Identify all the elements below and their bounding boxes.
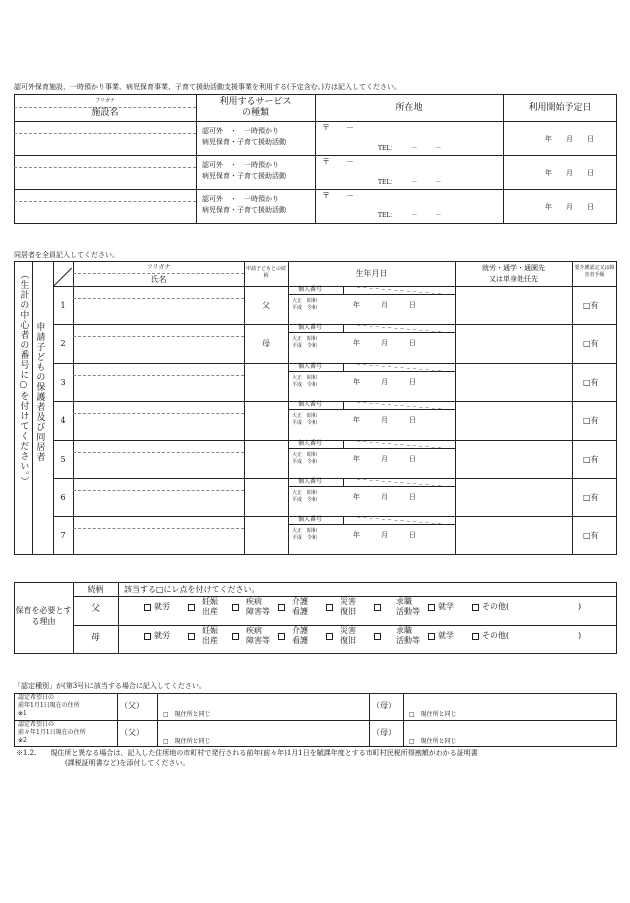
birth-ymd: 年 月 日 [353,531,416,540]
reason-option-sick1: 疾病 [246,626,262,635]
reason-relation: 父 [90,604,100,614]
kojin-bangou-label: 個人番号 [298,439,323,447]
relation-header: 続柄 [87,585,104,594]
relation-header: 申請子どもとの続柄 [245,266,286,279]
mother-label: （母） [372,728,396,737]
reason-option-preg1: 妊娠 [202,626,218,635]
addr1-label-2: 前年1月1日現在の住所 [18,702,80,709]
era-label: 大正 昭和 [292,298,318,304]
reason-checkbox[interactable] [232,633,239,640]
row-number: 4 [60,416,66,426]
kojin-bangou-label: 個人番号 [298,478,323,485]
kojin-bangou-label: 個人番号 [298,516,323,524]
postal-code: 〒 － [322,123,354,132]
disability-checkbox[interactable]: □有 [583,454,599,464]
row-number: 3 [60,377,66,387]
kojin-bangou-label: 個人番号 [298,324,323,332]
other-close-paren: ) [578,631,582,640]
footnote-2: (課税証明書など)を添付してください。 [65,759,190,767]
date-field: 年 月 日 [545,203,594,211]
father-label: （父） [120,701,144,710]
reason-option-care2: 看護 [292,607,308,616]
same-address-checkbox[interactable]: □ 現住所と同じ [163,711,211,718]
tel-field: TEL： － － [378,212,442,219]
row-number: 7 [60,531,66,541]
reason-relation: 母 [90,633,100,643]
reason-checkbox[interactable] [326,633,333,640]
service-option-2: 病児保育・子育て援助活動 [202,138,286,146]
disability-checkbox[interactable]: □有 [583,301,599,310]
reason-option-job1: 求職 [396,626,412,635]
disability-header: 要介護認定又は障害者手帳 [574,265,615,278]
birth-ymd: 年 月 日 [353,339,416,348]
reason-option-sick1: 疾病 [246,597,262,606]
reason-instruction: 該当する□にレ点を付けてください。 [124,585,260,594]
service-option: 認可外 ・ 一時預かり [202,127,279,135]
relation-value: 母 [262,339,270,349]
date-field: 年 月 日 [545,169,594,177]
era-label: 大正 昭和 [292,451,318,458]
service-option-2: 病児保育・子育て援助活動 [202,206,286,214]
reason-option-dis2: 復旧 [340,607,356,616]
reason-option-preg2: 出産 [202,607,218,616]
era-label: 大正 昭和 [292,374,318,381]
reason-checkbox[interactable] [472,604,479,611]
tel-field: TEL： － － [378,145,442,152]
reason-checkbox[interactable] [428,633,435,640]
disability-checkbox[interactable]: □有 [583,416,599,426]
postal-code: 〒 － [322,191,354,200]
row-number: 2 [60,339,66,349]
same-address-checkbox[interactable]: □ 現住所と同じ [163,738,211,745]
reason-checkbox[interactable] [188,633,195,640]
service-option-2: 病児保育・子育て援助活動 [202,172,286,180]
reason-option-care1: 介護 [292,597,308,606]
other-close-paren: ) [578,602,582,611]
section4-heading: 「認定種別」が(第3号)に該当する場合に記入してください。 [14,682,206,690]
era-label-2: 平成 令和 [292,497,318,503]
reason-option-dis1: 災害 [340,626,356,635]
reason-option-job2: 活動等 [396,607,420,616]
reason-option-care2: 看護 [292,636,308,645]
kojin-bangou-label: 個人番号 [298,362,323,370]
mother-label: （母） [372,701,396,710]
relation-value: 父 [262,301,270,310]
reason-option-preg1: 妊娠 [202,597,218,606]
same-address-checkbox[interactable]: □ 現住所と同じ [409,738,457,745]
reason-option-job1: 求職 [396,597,412,606]
era-label-2: 平成 令和 [292,420,318,427]
reason-option-study: 就学 [438,602,454,611]
era-label-2: 平成 令和 [292,305,318,311]
kojin-bangou-label: 個人番号 [298,286,323,293]
reason-option-study: 就学 [438,631,454,640]
era-label: 大正 昭和 [292,490,318,496]
addr2-note-mark: ※2 [18,737,27,744]
name-header: 氏名 [150,275,167,284]
era-label: 大正 昭和 [292,336,318,343]
row-number: 1 [60,301,66,310]
birth-header: 生年月日 [355,269,388,278]
birth-ymd: 年 月 日 [353,301,416,309]
furigana-header: フリガナ [146,264,171,271]
reason-checkbox[interactable] [278,633,285,640]
birth-ymd: 年 月 日 [353,454,416,463]
reason-option-other: その他( [482,602,510,611]
reason-label: 保育を必要とする理由 [15,606,72,626]
furigana-header: フリガナ [95,98,115,104]
reason-option-job2: 活動等 [396,636,420,645]
same-address-checkbox[interactable]: □ 現住所と同じ [409,711,457,718]
location-header: 所在地 [395,103,423,113]
disability-checkbox[interactable]: □有 [583,531,599,541]
addr2-label: 認定希望日の [18,721,55,728]
era-label: 大正 昭和 [292,413,318,420]
father-label: （父） [120,728,144,737]
work-header: 就労・通学・通園先 [482,264,545,272]
section2-heading: 同居者を全員記入してください。 [14,251,119,259]
reason-option-dis1: 災害 [340,597,356,606]
reason-checkbox[interactable] [232,604,239,611]
disability-checkbox[interactable]: □有 [583,493,599,502]
section1-heading: 認可外保育施設、一時預かり事業、病児保育事業、子育て援助活動支援事業を利用する(予定含む。)方は記入してください。 [14,83,401,91]
disability-checkbox[interactable]: □有 [583,339,599,349]
row-number: 6 [60,493,66,502]
reason-option-work: 就労 [154,631,170,640]
service-option: 認可外 ・ 一時預かり [202,195,279,203]
reason-checkbox[interactable] [326,604,333,611]
reason-option-dis2: 復旧 [340,636,356,645]
reason-option-other: その他( [482,631,510,640]
era-label-2: 平成 令和 [292,343,318,350]
birth-ymd: 年 月 日 [353,416,416,425]
service-option: 認可外 ・ 一時預かり [202,161,279,169]
kojin-bangou-label: 個人番号 [298,401,323,409]
reason-checkbox[interactable] [374,604,381,611]
reason-checkbox[interactable] [278,604,285,611]
addr1-note-mark: ※1 [18,710,27,717]
addr1-label: 認定希望日の [18,694,55,701]
reason-checkbox[interactable] [428,604,435,611]
reason-option-sick2: 障害等 [246,607,270,616]
reason-option-sick2: 障害等 [246,636,270,645]
work-header-2: 又は単身赴任先 [489,275,538,283]
reason-checkbox[interactable] [374,633,381,640]
side-label-main: （生計の中心者の番号に○を付けてください。） [18,270,29,487]
era-label-2: 平成 令和 [292,458,318,465]
side-label-sub: 申請子どもの保護者及び同居者 [34,322,45,462]
tel-field: TEL： － － [378,179,442,186]
reason-option-work: 就労 [154,602,170,611]
reason-checkbox[interactable] [144,633,151,640]
birth-ymd: 年 月 日 [353,377,416,386]
facility-name-header: 施設名 [91,108,119,118]
era-label: 大正 昭和 [292,528,318,535]
disability-checkbox[interactable]: □有 [583,377,599,387]
reason-checkbox[interactable] [144,604,151,611]
date-field: 年 月 日 [545,135,594,143]
service-header: 利用するサービス [219,97,292,107]
reason-option-preg2: 出産 [202,636,218,645]
postal-code: 〒 － [322,157,354,166]
addr2-label-2: 前々年1月1日現在の住所 [18,729,86,736]
service-header-2: の種類 [241,108,269,118]
reason-checkbox[interactable] [472,633,479,640]
era-label-2: 平成 令和 [292,381,318,388]
era-label-2: 平成 令和 [292,535,318,542]
footnote: ※1.2. 現住所と異なる場合は、記入した住所地の市町村で発行される前年(前々年)1月1日を賦課年度とする市町村民税所得割額がわかる証明書 [16,749,478,757]
row-number: 5 [60,454,66,464]
start-date-header: 利用開始予定日 [528,103,592,113]
reason-checkbox[interactable] [188,604,195,611]
birth-ymd: 年 月 日 [353,493,416,501]
reason-option-care1: 介護 [292,626,308,635]
